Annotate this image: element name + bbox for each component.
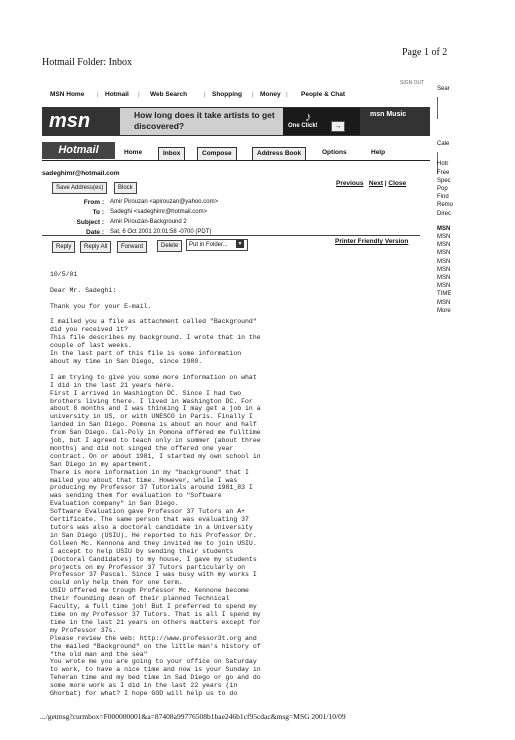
sidebar-item[interactable]: MSN xyxy=(437,283,451,290)
one-click-label: One Click! xyxy=(288,123,318,129)
msn-top-nav xyxy=(50,87,435,103)
search-heading: Sear xyxy=(437,86,450,92)
nav-hotmail[interactable]: Hotmail xyxy=(105,91,129,98)
banner-ad[interactable] xyxy=(120,108,283,135)
nav-shopping[interactable]: Shopping xyxy=(212,91,242,98)
banner-ad-text: How long does it take artists to get discovered? xyxy=(134,110,275,131)
nav-separator: | xyxy=(286,91,288,98)
music-note-icon: ♪ xyxy=(305,109,312,124)
tab-address-book[interactable]: Address Book xyxy=(252,147,306,160)
tab-options[interactable]: Options xyxy=(322,149,347,156)
from-value: Amir Pirouzan <apirouzan@yahoo.com> xyxy=(110,199,219,205)
tab-inbox[interactable]: Inbox xyxy=(158,147,185,160)
date-value: Sat, 6 Oct 2001 20:01:58 -0700 (PDT) xyxy=(110,229,212,235)
page-number: Page 1 of 2 xyxy=(402,47,448,58)
sidebar-item[interactable]: Free xyxy=(437,169,450,176)
sidebar-item[interactable]: Direc xyxy=(437,210,452,217)
previous-link[interactable]: Previous xyxy=(336,180,364,187)
sidebar-item[interactable]: MSN xyxy=(437,275,451,282)
next-link[interactable]: Next xyxy=(368,180,383,187)
sidebar-item[interactable]: Spec xyxy=(437,177,451,184)
forward-button[interactable]: Forward xyxy=(117,241,147,253)
nav-separator: | xyxy=(204,91,206,98)
tab-home[interactable]: Home xyxy=(124,149,143,156)
calendar-heading: Cale xyxy=(437,141,450,148)
sidebar-item[interactable]: Remo xyxy=(437,202,454,209)
nav-separator: | xyxy=(97,91,99,98)
nav-msn-home[interactable]: MSN Home xyxy=(50,91,85,98)
sidebar-item[interactable]: MSN xyxy=(437,242,451,249)
sidebar-item[interactable]: More xyxy=(437,307,451,314)
block-button[interactable]: Block xyxy=(114,182,137,194)
msn-logo[interactable]: msn xyxy=(49,110,91,132)
reply-button[interactable]: Reply xyxy=(52,241,75,253)
right-sidebar xyxy=(437,85,515,315)
sidebar-item[interactable]: MSN xyxy=(437,250,451,257)
print-footer-url: .../getmsg?curmbox=F000000001&a=87408a99776508b1bae246b1cf95cdac&msg=MSG 2001/10/09 xyxy=(40,712,346,721)
sign-out-link[interactable]: SIGN OUT xyxy=(400,80,425,86)
reply-all-button[interactable]: Reply All xyxy=(80,241,111,253)
sidebar-item[interactable]: MSN xyxy=(437,234,451,241)
sidebar-item[interactable]: TIME xyxy=(437,291,452,298)
to-value: Sadeghi <sadeghimr@hotmail.com> xyxy=(110,209,208,215)
tab-help[interactable]: Help xyxy=(371,149,386,156)
msn-links-heading: MSN xyxy=(437,225,451,232)
nav-separator: | xyxy=(252,91,254,98)
sidebar-item[interactable]: Pop xyxy=(437,186,448,193)
nav-money[interactable]: Money xyxy=(260,91,281,98)
to-label: To : xyxy=(92,209,104,216)
sidebar-item[interactable]: Hotr xyxy=(437,161,449,168)
sidebar-item[interactable]: MSN xyxy=(437,299,451,306)
date-label: Date : xyxy=(85,229,104,236)
account-email: sadeghimr@hotmail.com xyxy=(42,170,120,177)
header-divider xyxy=(42,235,420,236)
subject-label: Subject : xyxy=(76,219,104,226)
print-folder-title: Hotmail Folder: Inbox xyxy=(42,57,132,68)
save-address-button[interactable]: Save Address(es) xyxy=(52,182,107,194)
delete-button[interactable]: Delete xyxy=(157,240,182,252)
sidebar-item[interactable]: MSN xyxy=(437,258,451,265)
msn-music-logo[interactable]: msn Music xyxy=(370,111,407,118)
sidebar-item[interactable]: Find xyxy=(437,194,449,201)
sidebar-item[interactable]: MSN xyxy=(437,266,451,273)
printer-friendly-link[interactable]: Printer Friendly Version xyxy=(335,238,409,245)
close-link[interactable]: Close xyxy=(388,180,407,187)
banner-ad-dark-panel xyxy=(283,108,360,135)
message-body: 10/5/01 Dear Mr. Sadeghi: Thank you for your E-mail. I mailed you a file as attachment called "Background" did you received it? This file describes my background. I wrote that in the couple of last weeks. In the last part of this file is some information about my time in San Diego, since 1980. I am trying to give you some more information on what I did in the last 21 years here. First I arrived in Washington DC. Since I had two brothers living there. I lived in Washington DC. For about 8 months and I was thinking I may get a job in a university in US, or with UNESCO in Paris. Finally I landed in San Diego. Pomona is about an hour and half from San Diego. Cal-Poly in Pomona offered me fulltime job, but I agreed to teach only in summer (about three months) and did not singed the offered one year contract. On or about 1981, I started my own school in San Diego in my apartment. There is more information in my "background" that I mailed you about that time. However, while I was producing my Professor 37 Tutorials around 1981_83 I was sending them for evaluation to "Software Evaluation company" in San Diego. Software Evaluation gave Professor 37 Tutors an A+ Certificate. The same person that was evaluating 37 tutors was also a doctoral candidate in a University in San Diego (USIU). He reported to his Professor Dr. Colleen Mc. Kennona and they invited me to join USIU. I accept to help USIU by sending their students (Doctoral Candidates) to my house, I gave my students projects on my Professor 37 Tutors particularly on Professor 37 Pascal. Since I was busy with my works I could only help them for one term. USIU offered me trough Professor Mc. Kennone become their founding dean of their planned Technical Faculty, a full time job! But I preferred to spend my time on my Professor 37 Tutors. That is all I spend my time in the last 21 years on others matters except for my Professor 37s. Please review the web: http://www.professor3t.org and the mailed "Background" on the little man's history of "the old man and the sea" You wrote me you are going to your office on Saturday to work, to have a nice time and now is your Sunday in Teheran time and my bed time in Sad Diego or go and do some more work as I did in the last 22 years (in Ghorbat) for what? I hope GOD will help us to do xyxy=(50,271,261,698)
arrow-right-icon[interactable]: → xyxy=(331,121,345,132)
nav-people-chat[interactable]: People & Chat xyxy=(301,91,346,98)
message-navigation: Previous Next | Close xyxy=(336,180,407,187)
nav-separator: | xyxy=(138,91,140,98)
subject-value: Amir Pirouzan-Background 2 xyxy=(110,219,187,225)
tab-compose[interactable]: Compose xyxy=(197,147,237,160)
hotmail-logo[interactable]: Hotmail xyxy=(42,142,115,159)
nav-web-search[interactable]: Web Search xyxy=(150,91,188,98)
chevron-down-icon[interactable]: ▼ xyxy=(237,241,243,247)
folder-select[interactable]: Put in Folder... xyxy=(186,239,248,251)
from-label: From : xyxy=(83,199,104,206)
